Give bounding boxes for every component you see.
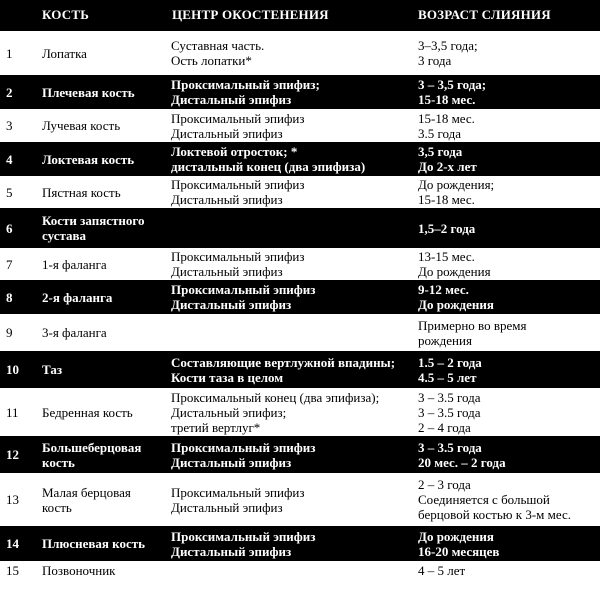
header-num — [0, 0, 36, 31]
fusion-age-line: 3 – 3.5 года — [418, 404, 481, 420]
ossification-center-cell — [164, 473, 414, 527]
ossification-center-line: Кости таза в целом — [171, 369, 284, 385]
ossification-center-line: Дистальный эпифиз — [171, 454, 292, 470]
bone-name-line: Малая берцовая — [42, 484, 131, 500]
ossification-center-line: Дистальный эпифиз — [171, 125, 283, 141]
ossification-center-line: третий вертлуг* — [171, 419, 261, 435]
fusion-age-cell — [414, 143, 600, 176]
row-number: 4 — [0, 143, 36, 176]
bone-name-cell — [36, 143, 164, 176]
ossification-center-line: дистальный конец (два эпифиза) — [171, 159, 366, 174]
fusion-age-cell — [414, 31, 600, 76]
fusion-age-line: 16-20 месяцев — [418, 543, 500, 559]
ossification-center-line: Дистальный эпифиз — [171, 297, 292, 312]
bone-name-cell — [36, 352, 164, 388]
row-number: 9 — [0, 314, 36, 352]
row-number: 10 — [0, 352, 36, 388]
ossification-center-line: Дистальный эпифиз; — [171, 404, 287, 420]
ossification-center-cell — [164, 388, 414, 437]
table-row — [0, 388, 600, 437]
bone-name-cell — [36, 176, 164, 209]
fusion-age-line: 4 – 5 лет — [418, 563, 466, 579]
fusion-age-cell — [414, 281, 600, 314]
table-body — [0, 31, 600, 581]
fusion-age-line: 3 – 3,5 года; — [418, 77, 487, 92]
bone-name-line: Локтевая кость — [42, 151, 135, 167]
bone-name-cell — [36, 31, 164, 76]
ossification-center-cell — [164, 561, 414, 581]
row-number: 7 — [0, 248, 36, 281]
row-number: 3 — [0, 109, 36, 143]
ossification-center-line: Суставная часть. — [171, 38, 265, 53]
bone-name-line: кость — [42, 499, 72, 515]
row-number: 14 — [0, 527, 36, 561]
ossification-center-cell — [164, 31, 414, 76]
fusion-age-cell — [414, 248, 600, 281]
row-number: 11 — [0, 388, 36, 437]
fusion-age-line: 1,5–2 года — [418, 220, 476, 236]
table-row — [0, 437, 600, 473]
fusion-age-cell — [414, 352, 600, 388]
fusion-age-cell — [414, 209, 600, 248]
ossification-center-cell — [164, 76, 414, 109]
ossification-center-line: Проксимальный эпифиз — [171, 528, 316, 544]
fusion-age-line: 9-12 мес. — [418, 282, 469, 297]
bone-name-cell — [36, 388, 164, 437]
table-row — [0, 76, 600, 109]
fusion-age-line: 3 года — [418, 53, 452, 68]
ossification-center-line: Проксимальный эпифиз — [171, 177, 305, 192]
bone-name-line: Большеберцовая — [42, 439, 142, 455]
ossification-center-line: Дистальный эпифиз — [171, 543, 292, 559]
bone-name-line: Лучевая кость — [42, 118, 121, 133]
table-row — [0, 143, 600, 176]
row-number: 2 — [0, 76, 36, 109]
bone-name-line: Позвоночник — [42, 563, 116, 579]
ossification-center-line: Составляющие вертлужной впадины; — [171, 354, 396, 370]
fusion-age-cell — [414, 176, 600, 209]
bone-name-line: Пястная кость — [42, 184, 121, 200]
table-row — [0, 248, 600, 281]
fusion-age-cell — [414, 314, 600, 352]
header-center: ЦЕНТР ОКОСТЕНЕНИЯ — [164, 0, 414, 31]
ossification-center-cell — [164, 314, 414, 352]
bone-name-cell — [36, 209, 164, 248]
bone-name-line: 2-я фаланга — [42, 289, 113, 305]
row-number: 12 — [0, 437, 36, 473]
fusion-age-line: 3–3,5 года; — [418, 38, 478, 53]
ossification-center-line: Дистальный эпифиз — [171, 192, 283, 207]
ossification-center-cell — [164, 109, 414, 143]
bone-name-cell — [36, 281, 164, 314]
bone-name-line: 3-я фаланга — [42, 325, 107, 340]
row-number: 15 — [0, 561, 36, 581]
fusion-age-line: 3.5 года — [418, 125, 462, 141]
table-row — [0, 314, 600, 352]
ossification-center-line: Проксимальный эпифиз — [171, 439, 316, 455]
bone-name-line: 1-я фаланга — [42, 256, 107, 272]
bone-name-cell — [36, 473, 164, 527]
fusion-age-line: До рождения — [418, 297, 494, 312]
fusion-age-line: 20 мес. – 2 года — [418, 454, 506, 470]
fusion-age-cell — [414, 527, 600, 561]
fusion-age-line: 3,5 года — [418, 144, 463, 159]
bone-name-line: сустава — [42, 228, 87, 243]
ossification-center-line: Дистальный эпифиз — [171, 264, 283, 279]
fusion-age-line: До 2-х лет — [418, 159, 477, 174]
table-row — [0, 209, 600, 248]
ossification-center-cell — [164, 209, 414, 248]
ossification-center-cell — [164, 176, 414, 209]
bone-name-cell — [36, 248, 164, 281]
row-number: 5 — [0, 176, 36, 209]
fusion-age-cell — [414, 437, 600, 473]
ossification-center-cell — [164, 352, 414, 388]
bone-name-cell — [36, 527, 164, 561]
bone-name-line: Лопатка — [42, 45, 87, 61]
fusion-age-line: 15-18 мес. — [418, 192, 475, 207]
fusion-age-line: До рождения — [418, 264, 491, 279]
row-number: 1 — [0, 31, 36, 76]
row-number: 8 — [0, 281, 36, 314]
header-row — [0, 0, 600, 31]
fusion-age-line: рождения — [418, 332, 472, 348]
fusion-age-cell — [414, 76, 600, 109]
fusion-age-cell — [414, 109, 600, 143]
header-age: ВОЗРАСТ СЛИЯНИЯ — [414, 0, 600, 31]
ossification-center-line: Проксимальный эпифиз — [171, 484, 305, 500]
ossification-center-line: Дистальный эпифиз — [171, 499, 283, 515]
ossification-center-line: Ость лопатки* — [171, 53, 252, 68]
fusion-age-cell — [414, 388, 600, 437]
fusion-age-line: берцовой костью к 3-м мес. — [418, 507, 571, 522]
fusion-age-line: Примерно во время — [418, 317, 527, 333]
ossification-center-line: Проксимальный эпифиз — [171, 249, 305, 264]
bone-name-cell — [36, 109, 164, 143]
bone-name-cell — [36, 561, 164, 581]
fusion-age-line: 2 – 4 года — [418, 419, 471, 435]
bone-name-line: Таз — [42, 362, 63, 377]
ossification-center-cell — [164, 281, 414, 314]
row-number: 13 — [0, 473, 36, 527]
bone-name-cell — [36, 76, 164, 109]
fusion-age-line: До рождения; — [418, 177, 495, 192]
fusion-age-line: До рождения — [418, 528, 494, 544]
bone-name-line: Бедренная кость — [42, 404, 133, 420]
ossification-center-line: Локтевой отросток; * — [171, 144, 298, 159]
ossification-center-line: Проксимальный эпифиз — [171, 282, 316, 297]
fusion-age-line: Соединяется с большой — [418, 492, 550, 507]
fusion-age-line: 4.5 – 5 лет — [418, 369, 477, 385]
fusion-age-line: 2 – 3 года — [418, 477, 471, 492]
ossification-center-line: Проксимальный эпифиз; — [171, 77, 320, 92]
bone-name-line: Плечевая кость — [42, 84, 135, 100]
bone-name-line: Кости запястного — [42, 213, 145, 228]
table-row — [0, 176, 600, 209]
fusion-age-line: 3 – 3.5 года — [418, 439, 482, 455]
fusion-age-line: 15-18 мес. — [418, 92, 476, 107]
ossification-center-cell — [164, 527, 414, 561]
table-row — [0, 473, 600, 527]
fusion-age-cell — [414, 561, 600, 581]
table-header — [0, 0, 600, 31]
ossification-center-cell — [164, 437, 414, 473]
table-row — [0, 352, 600, 388]
table-row — [0, 527, 600, 561]
fusion-age-line: 1.5 – 2 года — [418, 354, 482, 370]
table-row — [0, 109, 600, 143]
ossification-center-line: Проксимальный конец (два эпифиза); — [171, 389, 380, 405]
fusion-age-line: 15-18 мес. — [418, 110, 475, 126]
table-row — [0, 281, 600, 314]
bone-name-cell — [36, 437, 164, 473]
table-row — [0, 31, 600, 76]
row-number: 6 — [0, 209, 36, 248]
ossification-center-line: Проксимальный эпифиз — [171, 110, 305, 126]
fusion-age-line: 3 – 3.5 года — [418, 389, 481, 405]
bone-name-line: Плюсневая кость — [42, 536, 146, 551]
bone-name-line: кость — [42, 454, 75, 470]
fusion-age-line: 13-15 мес. — [418, 249, 475, 264]
fusion-age-cell — [414, 473, 600, 527]
bone-name-cell — [36, 314, 164, 352]
ossification-center-cell — [164, 248, 414, 281]
ossification-center-line: Дистальный эпифиз — [171, 92, 292, 107]
table-row — [0, 561, 600, 581]
ossification-center-cell — [164, 143, 414, 176]
header-bone: КОСТЬ — [36, 0, 164, 31]
